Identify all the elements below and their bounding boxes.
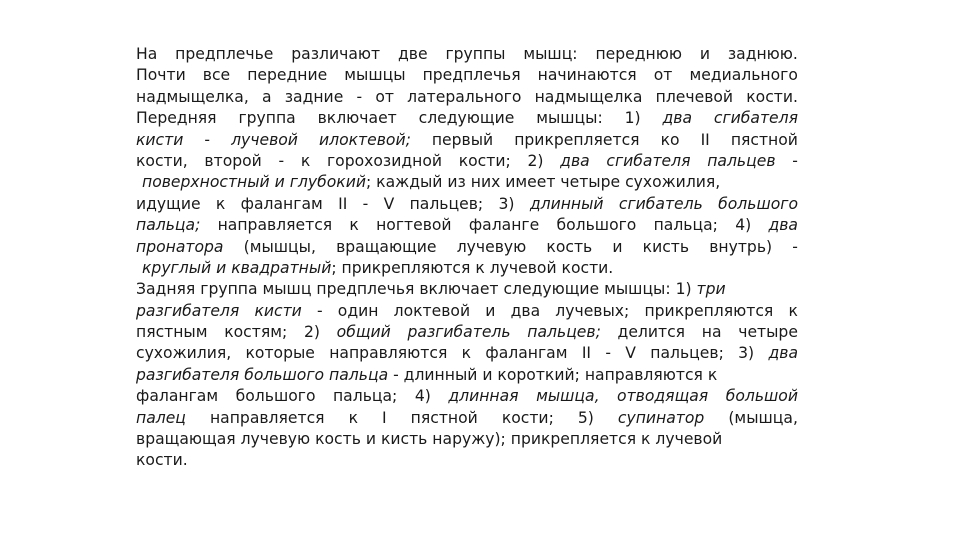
text-line: идущие к фалангам II - V пальцев; 3) длинный сгибатель большого: [136, 194, 798, 213]
text-line: пястным костям; 2) общий разгибатель пальцев; делится на четыре: [136, 323, 798, 342]
text-line: палец направляется к I пястной кости; 5) супинатор (мышца,: [136, 408, 798, 427]
text-line: кости, второй - к горохозидной кости; 2) два сгибателя пальцев -: [136, 151, 798, 170]
text-italic: три: [696, 280, 726, 299]
text-tail: ; каждый из них имеет четыре сухожилия,: [365, 173, 721, 192]
text-tail: - длинный и короткий; направляются к: [388, 365, 718, 384]
body-text: [136, 44, 798, 472]
text-line: Почти все передние мышцы предплечья начинаются от медиального: [136, 66, 798, 85]
text-line: разгибателя большого пальца - длинный и короткий; направляются к: [136, 365, 718, 384]
text-line: вращающая лучевую кость и кисть наружу); прикрепляется к лучевой: [136, 430, 723, 449]
text-line: Задняя группа мышц предплечья включает следующие мышцы: 1) три: [136, 280, 726, 299]
text-line: поверхностный и глубокий; каждый из них имеет четыре сухожилия,: [142, 173, 721, 192]
text-line: кости.: [136, 451, 188, 470]
text-line: пронатора (мышцы, вращающие лучевую кость и кисть внутрь) -: [136, 237, 798, 256]
text-line: разгибателя кисти - один локтевой и два лучевых; прикрепляются к: [136, 301, 798, 320]
text-tail: ; прикрепляются к лучевой кости.: [331, 258, 614, 277]
text-line: круглый и квадратный; прикрепляются к лучевой кости.: [142, 258, 614, 277]
text-line: фалангам большого пальца; 4) длинная мышца, отводящая большой: [136, 387, 798, 406]
text-line: надмыщелка, а задние - от латерального надмыщелка плечевой кости.: [136, 87, 798, 106]
text-line: Передняя группа включает следующие мышцы: 1) два сгибателя: [136, 109, 798, 128]
text-line: пальца; направляется к ногтевой фаланге большого пальца; 4) два: [136, 216, 798, 235]
text-line: сухожилия, которые направляются к фалангам II - V пальцев; 3) два: [136, 344, 798, 363]
text-line: На предплечье различают две группы мышц: переднюю и заднюю.: [136, 45, 798, 63]
text-line: кисти - лучевой илоктевой; первый прикрепляется ко II пястной: [136, 130, 798, 149]
